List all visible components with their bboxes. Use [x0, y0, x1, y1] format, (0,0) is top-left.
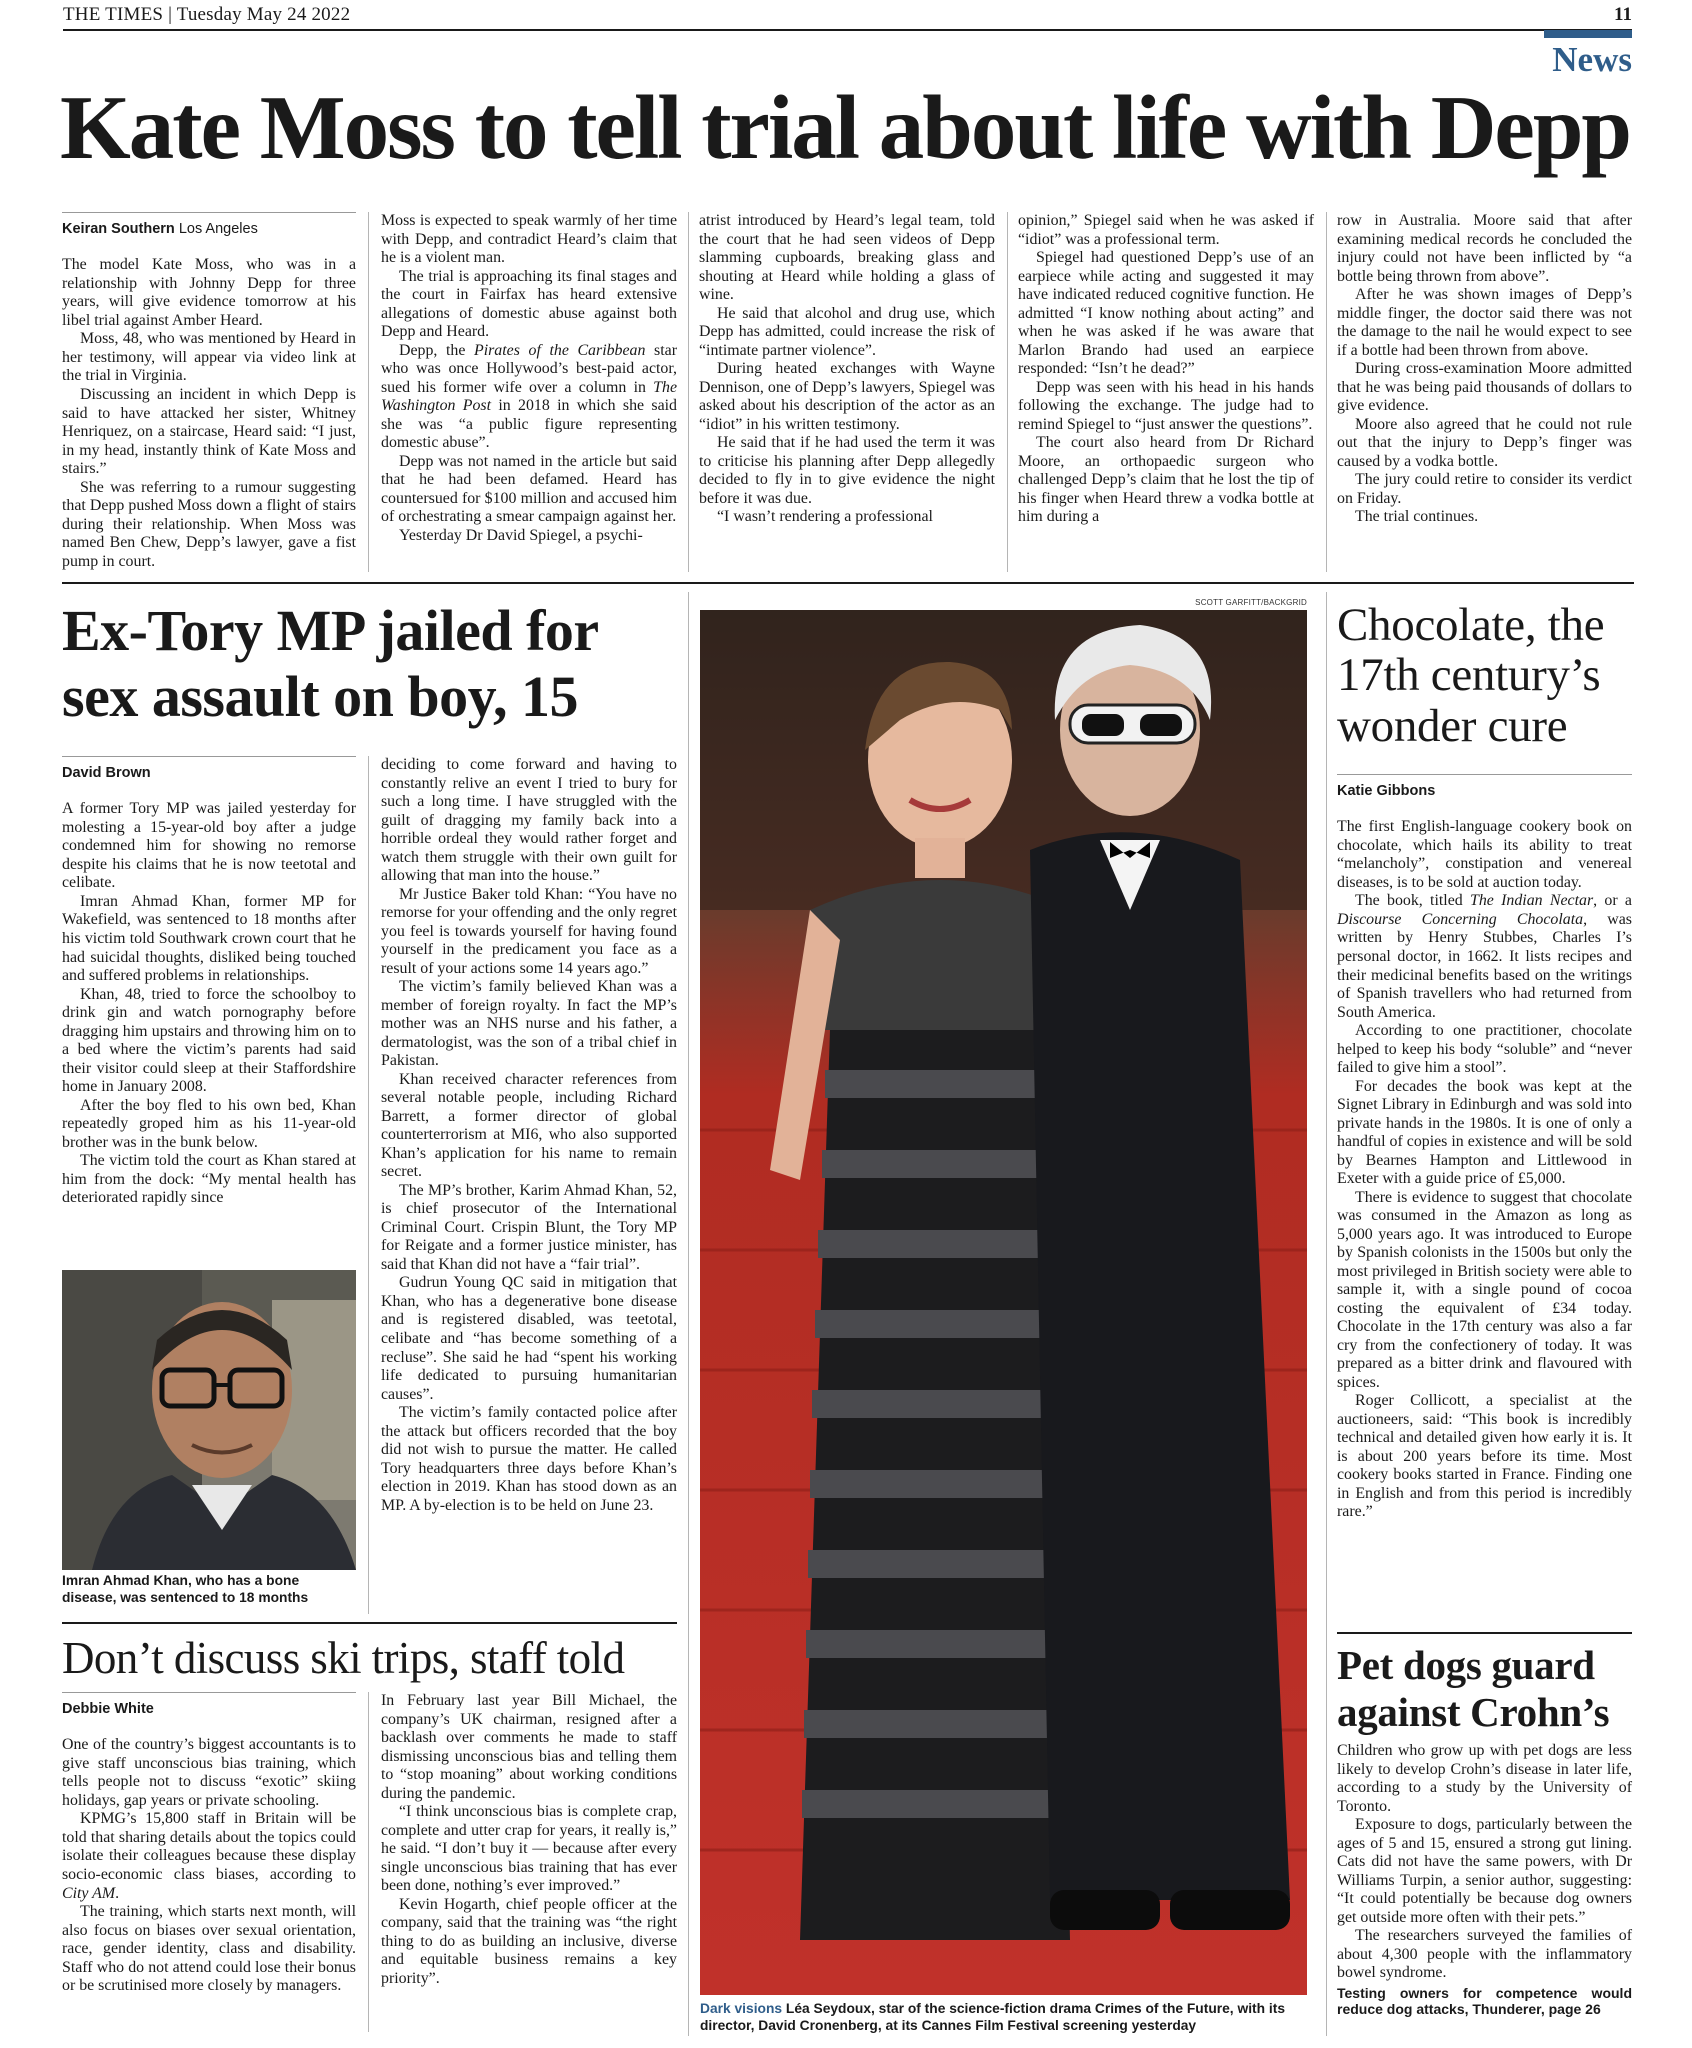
- tory-paragraph: The victim’s family contacted police after the attack but officers recorded that the boy did not wish to pursue the matter. He called Tory headquarters three days before Khan’s election in 2019. Khan has stood down as an MP. A by-election is to be held on June 23.: [381, 1404, 677, 1514]
- chocolate-paragraph: The first English-language cookery book on chocolate, which hails its ability to treat “melancholy”, constipation and venereal diseases, is to be sold at auction today.: [1337, 818, 1632, 891]
- section-divider: [62, 1622, 677, 1624]
- lead-paragraph: She was referring to a rumour suggesting that Depp pushed Moss down a flight of stairs during their relationship. When Moss was named Ben Chew, Depp’s lawyer, gave a fist pump in court.: [62, 478, 356, 570]
- lead-paragraph: During cross-examination Moore admitted that he was being paid thousands of dollars to give evidence.: [1337, 360, 1632, 415]
- dogs-paragraph: Exposure to dogs, particularly between the ages of 5 and 15, ensured a strong gut lining. Cats did not have the same powers, with Dr Williams Turpin, a senior author, suggesting: “It could potentially be because dog owners get outside more often with their pets.”: [1337, 1816, 1632, 1926]
- lead-paragraph: Spiegel had questioned Depp’s use of an earpiece while acting and suggested it may have indicated reduced cognitive function. He admitted “I know nothing about acting” and when he was asked if he was aware that Marlon Brando had used an earpiece responded: “Isn’t he dead?”: [1018, 249, 1314, 378]
- chocolate-paragraph: Roger Collicott, a specialist at the auctioneers, said: “This book is incredibly technical and detailed given how early it is. It is about 200 years before its time. Most cookery books started in France. Finding one in English and from this period is incredibly rare.”: [1337, 1392, 1632, 1521]
- ski-paragraph: “I think unconscious bias is complete crap, complete and utter crap for years, it really is,” he said. “I don’t buy it — because after every single unconscious bias training that has ever been done, nothing’s ever improved.”: [381, 1803, 677, 1895]
- tory-paragraph: A former Tory MP was jailed yesterday for molesting a 15-year-old boy after a judge condemned him for showing no remorse despite his claims that he is now teetotal and celibate.: [62, 800, 356, 892]
- lead-paragraph: Moss is expected to speak warmly of her time with Depp, and contradict Heard’s claim that he is a violent man.: [381, 212, 677, 267]
- tory-paragraph: Khan, 48, tried to force the schoolboy to drink gin and watch pornography before dragging him upstairs and throwing him on to a bed where the victim’s parents had said their visitor could sleep at their Staffordshire home in January 2008.: [62, 985, 356, 1096]
- cannes-photo: [700, 610, 1307, 1995]
- lead-column-5: [1337, 212, 1632, 527]
- section-divider: [62, 582, 1634, 584]
- lead-column-2: [381, 212, 677, 545]
- dogs-headline[interactable]: Pet dogs guard against Crohn’s: [1337, 1642, 1610, 1736]
- section-divider: [1337, 1632, 1632, 1634]
- ski-headline[interactable]: Don’t discuss ski trips, staff told: [62, 1633, 625, 1683]
- lead-paragraph: Moore also agreed that he could not rule out that the injury to Depp’s finger was caused by a vodka bottle.: [1337, 415, 1632, 470]
- tory-paragraph: Mr Justice Baker told Khan: “You have no remorse for your offending and the only regret you feel is towards yourself for having found yourself in the predicament you face as a result of your actions some 14 years ago.”: [381, 885, 677, 977]
- cannes-photo-image: [700, 610, 1307, 1995]
- book-subtitle: Discourse Concerning Chocolata: [1337, 910, 1584, 928]
- ski-byline: Debbie White: [62, 1692, 356, 1718]
- ski-column-2: [381, 1692, 677, 1988]
- dogs-paragraph: The researchers surveyed the families of about 4,300 people with the inflammatory bowel syndrome.: [1337, 1927, 1632, 1982]
- tory-paragraph: The victim’s family believed Khan was a member of foreign royalty. In fact the MP’s mother was an NHS nurse and his father, a dermatologist, was the son of a tribal chief in Pakistan.: [381, 978, 677, 1070]
- lead-paragraph: Depp was not named in the article but said that he had been defamed. Heard has countersued for $100 million and accused him of orchestrating a smear campaign against her.: [381, 452, 677, 526]
- ski-column-1: [62, 1692, 356, 1996]
- khan-photo-caption: Imran Ahmad Khan, who has a bone disease, was sentenced to 18 months: [62, 1573, 309, 1605]
- film-title: Pirates of the Caribbean: [474, 341, 646, 359]
- lead-column-1: [62, 212, 356, 571]
- column-rule: [368, 1692, 369, 2032]
- lead-byline: [62, 212, 356, 238]
- lead-paragraph: Moss, 48, who was mentioned by Heard in her testimony, will appear via video link at the trial in Virginia.: [62, 330, 356, 385]
- chocolate-headline[interactable]: Chocolate, the 17th century’s wonder cure: [1337, 599, 1605, 752]
- ski-paragraph: One of the country’s biggest accountants is to give staff unconscious bias training, which tells people not to discuss “exotic” skiing holidays, gap years or private schooling.: [62, 1736, 356, 1809]
- ski-paragraph: KPMG’s 15,800 staff in Britain will be told that sharing details about the topics could isolate their colleagues because these display socio-economic class biases, according to City AM.: [62, 1810, 356, 1902]
- tory-column-1: [62, 756, 356, 1208]
- newspaper-title: The Washington Post: [381, 378, 677, 415]
- ski-paragraph: Kevin Hogarth, chief people officer at the company, said that the training was “the right thing to do as building an inclusive, diverse and equitable business remains a key priority”.: [381, 1895, 677, 1987]
- tory-paragraph: deciding to come forward and having to constantly relive an event I tried to bury for such a long time. I have struggled with the guilt of dragging my family back into a horrible ordeal they would rather forget and watch them struggle with their own guilt for allowing that man into the house.”: [381, 756, 677, 885]
- book-title: The Indian Nectar: [1469, 892, 1594, 910]
- tory-column-2: [381, 756, 677, 1515]
- cross-reference[interactable]: Testing owners for competence would reduce dog attacks, Thunderer, page 26: [1337, 1984, 1632, 2018]
- lead-paragraph: atrist introduced by Heard’s legal team, told the court that he had seen videos of Depp slamming cupboards, breaking glass and shouting at Heard while holding a glass of wine.: [699, 212, 995, 304]
- dogs-column: [1337, 1742, 1632, 2018]
- lead-paragraph: Depp, the Pirates of the Caribbean star who was once Hollywood’s best-paid actor, sued his former wife over a column in The Washington Post in 2018 in which she said she was “a public figure representing domestic abuse”.: [381, 341, 678, 452]
- page-number: 11: [1614, 4, 1632, 25]
- lead-paragraph: The trial continues.: [1355, 508, 1479, 526]
- column-rule: [368, 756, 369, 1614]
- lead-paragraph: The court also heard from Dr Richard Moore, an orthopaedic surgeon who challenged Depp’s claim that he lost the tip of his finger when Heard threw a vodka bottle at him during a: [1018, 434, 1314, 526]
- lead-paragraph: The jury could retire to consider its verdict on Friday.: [1337, 471, 1632, 507]
- lead-paragraph: Discussing an incident in which Depp is said to have attacked her sister, Whitney Henriquez, on a staircase, Heard said: “I just, in my head, instantly think of Kate Moss and stairs.”: [62, 386, 356, 478]
- publication-title: City AM: [62, 1884, 116, 1902]
- tory-headline[interactable]: Ex-Tory MP jailed for sex assault on boy, 15: [62, 598, 598, 729]
- lead-paragraph: He said that alcohol and drug use, which Depp has admitted, could increase the risk of “intimate partner violence”.: [699, 304, 995, 359]
- lead-byline-location: Los Angeles: [178, 221, 258, 237]
- chocolate-paragraph: The book, titled The Indian Nectar, or a Discourse Concerning Chocolata, was written by Henry Stubbes, Charles I’s personal doctor, in 1662. It lists recipes and their medicinal benefits based on the writings of Spanish travellers who had returned from South America.: [1337, 892, 1632, 1021]
- ski-paragraph: In February last year Bill Michael, the company’s UK chairman, resigned after a backlash over comments he made to staff dismissing unconscious bias and telling them to “stop moaning” about working conditions during the pandemic.: [381, 1692, 677, 1802]
- lead-paragraph: opinion,” Spiegel said when he was asked if “idiot” was a professional term.: [1018, 212, 1314, 248]
- lead-paragraph: The trial is approaching its final stages and the court in Fairfax has heard extensive allegations of domestic abuse against both Depp and Heard.: [381, 267, 677, 341]
- chocolate-column: [1337, 774, 1632, 1522]
- tory-paragraph: After the boy fled to his own bed, Khan repeatedly groped him as his 11-year-old brother was in the bunk below.: [62, 1096, 356, 1151]
- tory-paragraph: The victim told the court as Khan stared at him from the dock: “My mental health has deteriorated rapidly since: [62, 1152, 356, 1207]
- lead-headline[interactable]: Kate Moss to tell trial about life with Depp: [60, 77, 1631, 178]
- masthead-rule: [63, 29, 1632, 31]
- lead-paragraph: row in Australia. Moore said that after examining medical records he concluded the injury could not have been inflicted by “a bottle being thrown from above”.: [1337, 212, 1632, 285]
- khan-photo-image: [62, 1270, 356, 1570]
- lead-paragraph: Yesterday Dr David Spiegel, a psychi-: [399, 526, 643, 544]
- column-rule: [1326, 212, 1327, 572]
- khan-photo: [62, 1270, 356, 1570]
- lead-paragraph: Depp was seen with his head in his hands following the exchange. The judge had to remind Spiegel to “just answer the questions”.: [1018, 378, 1314, 433]
- caption-text: Léa Seydoux, star of the science-fiction drama Crimes of the Future, with its director, David Cronenberg, at its Cannes Film Festival screening yesterday: [700, 2001, 1285, 2033]
- column-rule: [1007, 212, 1008, 572]
- chocolate-paragraph: For decades the book was kept at the Signet Library in Edinburgh and was sold into private hands in the 1980s. It is one of only a handful of copies in existence and will be sold by Bearnes Hampton and Littlewood in Exeter with a guide price of £5,000.: [1337, 1077, 1632, 1188]
- masthead: THE TIMES | Tuesday May 24 2022: [63, 4, 351, 25]
- chocolate-paragraph: According to one practitioner, chocolate helped to keep his body “soluble” and “never failed to give him a stool”.: [1337, 1022, 1632, 1077]
- section-label[interactable]: News: [1544, 30, 1632, 77]
- photo-credit: SCOTT GARFITT/BACKGRID: [1195, 598, 1307, 607]
- column-rule: [688, 212, 689, 572]
- tory-paragraph: Gudrun Young QC said in mitigation that Khan, who has a degenerative bone disease and is registered disabled, was teetotal, celibate and “has become something of a recluse”. She said he had “spent his working life dedicated to pursuing humanitarian causes”.: [381, 1274, 677, 1403]
- tory-paragraph: The MP’s brother, Karim Ahmad Khan, 52, is chief prosecutor of the International Criminal Court. Crispin Blunt, the Tory MP for Reigate and a former justice minister, has said that Khan did not have a “fair trial”.: [381, 1181, 677, 1273]
- caption-lead: Dark visions: [700, 2001, 783, 2016]
- tory-byline: David Brown: [62, 756, 356, 782]
- column-rule: [368, 212, 369, 572]
- lead-column-4: [1018, 212, 1314, 527]
- dogs-paragraph: Children who grow up with pet dogs are less likely to develop Crohn’s disease in later life, according to a study by the University of Toronto.: [1337, 1742, 1632, 1815]
- lead-paragraph: “I wasn’t rendering a professional: [717, 508, 933, 526]
- lead-paragraph: He said that if he had used the term it was to criticise his planning after Depp allegedly decided to fly in to give evidence the night before it was due.: [699, 434, 995, 507]
- column-rule: [688, 592, 689, 2036]
- tory-paragraph: Imran Ahmad Khan, former MP for Wakefield, was sentenced to 18 months after his victim told Southwark crown court that he had suicidal thoughts, disliked being touched and suffered problems in relationships.: [62, 892, 356, 985]
- ski-paragraph: The training, which starts next month, will also focus on biases over sexual orientation, race, gender identity, class and disability. Staff who do not attend could lose their bonus or be scrutinised more closely by managers.: [62, 1903, 356, 1995]
- column-rule: [1326, 592, 1327, 2036]
- cannes-photo-caption: [700, 2001, 1307, 2034]
- chocolate-paragraph: There is evidence to suggest that chocolate was consumed in the Amazon as long as 5,000 years ago. It was introduced to Europe by Spanish colonists in the 1500s but only the most privileged in British society were able to sample it, with a single pound of cocoa costing the equivalent of £34 today. Chocolate in the 17th century was also a far cry from the confectionery of today. It was prepared as a bitter drink and flavoured with spices.: [1337, 1188, 1632, 1391]
- chocolate-byline: Katie Gibbons: [1337, 774, 1632, 800]
- lead-paragraph: After he was shown images of Depp’s middle finger, the doctor said there was not the damage to the nail he would expect to see if a bottle had been thrown from above.: [1337, 286, 1632, 359]
- lead-byline-name: Keiran Southern: [62, 221, 175, 237]
- lead-paragraph: During heated exchanges with Wayne Dennison, one of Depp’s lawyers, Spiegel was asked about his description of the actor as an “idiot” in his written testimony.: [699, 360, 995, 433]
- lead-paragraph: The model Kate Moss, who was in a relationship with Johnny Depp for three years, will give evidence tomorrow at his libel trial against Amber Heard.: [62, 256, 356, 329]
- tory-paragraph: Khan received character references from several notable people, including Richard Barrett, a former director of global counterterrorism at MI6, who also supported Khan’s application for his name to remain secret.: [381, 1070, 677, 1181]
- lead-column-3: [699, 212, 995, 527]
